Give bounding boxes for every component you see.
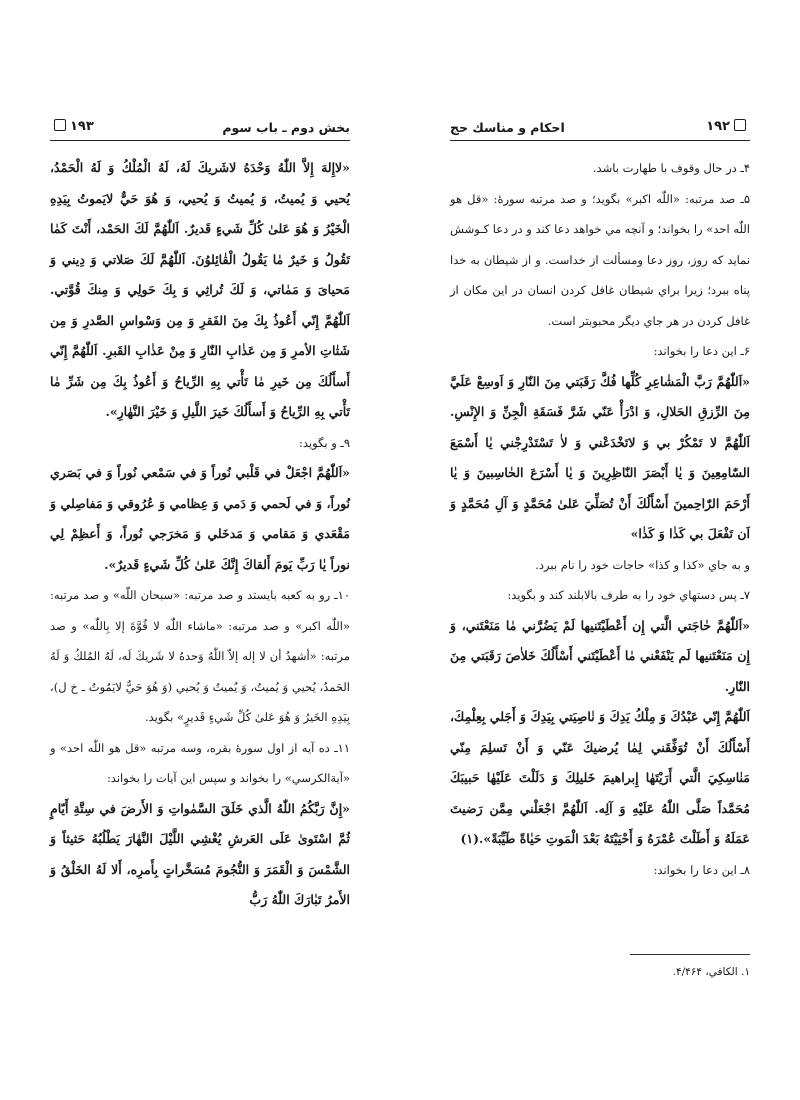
quran-verse-paragraph: «إِنَّ رَبَّكُمُ اللّٰهُ الَّذي خَلَقَ السَّمٰواتِ وَ الأَرضَ في سِتَّةِ أَيّامٍ ثُمَّ اسْتَوىٰ عَلَى العَرشِ يُغْشِي اللَّيْلَ النَّهٰارَ يَطْلُبُهُ حَثيثاً وَ الشَّمْسَ وَ الْقَمَرَ وَ النُّجُومَ مُسَخَّراتٍ بِأَمرِه، أَلا لَهُ الخَلْقُ وَ الأَمرُ تَبٰارَكَ اللّٰهُ رَبُّ [50, 800, 350, 907]
page-number: ۱۹۳ [70, 119, 94, 134]
prayer-text-paragraph: اَللّٰهُمَّ إِنّي عَبْدُكَ وَ مِلْكُ يَدِكَ وَ نٰاصِيَتي بِيَدِكَ وَ أَجَلي بِعِلْمِكَ، أَسْأَلُكَ أَنْ تُوَفِّقَني لِمٰا يُرضيكَ عَنّي وَ أَنْ تَسلِمَ مِنّي مَنٰاسِكِيَ الَّتي أَرَيْتَهٰا إِبراهيمَ خَليلِكَ وَ دَلَلْتَ عَلَيْهٰا حَبيبَكَ مُحَمَّداً صَلَّى اللّٰهُ عَلَيْهِ وَ آلِه. اَللّٰهُمَّ اجْعَلْني مِمَّن رَضيتَ عَمَلَهُ وَ أَطَلْتَ عُمْرَهُ وَ أَحْيَيْتَهُ بَعْدَ الْمَوتِ حَيٰاةً طَيِّبَةً».(۱) [450, 709, 750, 846]
instruction-paragraph: ۵ـ صد مرتبه: «اللّٰه اكبر» بگويد؛ و صد مرتبه سورهٔ: «قل هو اللّٰه احد» را بخواند؛ و آنچه مي خواهد دعا كند و در دعا كـوشش نمايد كه روز، روز دعا ومسألت از خداست. و از شيطان به خدا پناه ببرد؛ زيرا براي شيطان غافل كردن انسان در اين مكان از غافل كردن در هر جاي ديگر محبوبتر است. [450, 191, 750, 328]
page-number: ۱۹۲ [706, 119, 730, 134]
page-left [50, 118, 350, 1018]
page-number-group [706, 119, 750, 134]
footnote-divider [630, 954, 750, 955]
instruction-paragraph: و به جاي «كذا و كذا» حاجات خود را نام ببرد. [535, 557, 750, 572]
prayer-text-paragraph: «اَللّٰهُمَّ اجْعَلْ في قَلْبي نُوراً وَ في سَمْعي نُوراً وَ في بَصَري نُوراً، وَ في لَحمي وَ دَمي وَ عِظامي وَ عُرُوقي وَ مَفاصِلي وَ مَقْعَدي وَ مَقامي وَ مَدخَلي وَ مَخرَجي نُوراً، وَ أَعظِمْ لِي نوراً يٰا رَبِّ يَومَ أَلقاكَ إِنَّكَ عَلىٰ كُلِّ شَيءٍ قَديرٌ». [50, 465, 350, 572]
instruction-paragraph: ۱۰ـ رو به كعبه بايستد و صد مرتبه: «سبحان اللّٰه» و صد مرتبه: «اللّٰه اكبر» و صد مرتبه: «ماشاء اللّٰه لا قُوَّةَ إلا بِاللّٰه» و صد مرتبه: «أشهدُ أن لا إله إلاّ اللّٰهُ وَحدهُ لا شَريكَ لَه، لَهُ المُلكُ وَ لَهُ الحَمدُ، يُحيي وَ يُميتُ، وَ يُميتُ وَ يُحيي (وَ هُوَ حَيٌّ لايَمُوتُ ـ خ ل)، بِيَدِهِ الخَيرُ وَ هُوَ عَلىٰ كُلِّ شَيءٍ قَديرٍ» بگويد. [50, 588, 350, 724]
page-header [50, 118, 350, 141]
instruction-paragraph: ۷ـ پس دستهاي خود را به طرف بالابلند كند و بگويد: [507, 588, 750, 602]
instruction-paragraph: ۸ـ اين دعا را بخواند: [653, 862, 750, 877]
page-body [50, 153, 350, 916]
page-number-group [50, 119, 94, 134]
page-header-title: بخش دوم ـ باب سوم [222, 120, 350, 135]
prayer-text-paragraph: «اَللّٰهُمَّ رَبَّ الْمَشٰاعِرِ كُلِّها فُكَّ رَقَبَتي مِنَ النّٰارِ وَ اَوسِعْ عَلَيَّ مِنَ الرِّزقِ الحَلالِ، وَ ادْرَأْ عَنّي شَرَّ فَسَقَةِ الْجِنِّ وَ الإِنْسِ. اَللّٰهُمَّ لا تَمْكُرْ بي وَ لاتَخْدَعْني وَ لاٰ تَسْتَدْرِجْني يٰا أَسْمَعَ السّٰامِعِينَ وَ يٰا أَبْصَرَ النّٰاظِرِينَ وَ يٰا أَسْرَعَ الحٰاسِبينَ وَ يٰا أَرْحَمَ الرّٰاحِمينَ أَسْأَلُكَ أَنْ تُصَلِّيَ عَلىٰ مُحَمَّدٍ وَ آلِ مُحَمَّدٍ وَ اَن تَفْعَلَ بي كَذٰا وَ كَذٰا» [450, 373, 750, 541]
page-header [450, 118, 750, 141]
instruction-paragraph: ۴ـ در حال وقوف با طهارت باشد. [592, 161, 750, 175]
instruction-paragraph: ۱۱ـ ده آيه از اول سورهٔ بقره، وسه مرتبه «قل هو اللّٰه احد» و «آيةالكرسي» را بخواند و سپس اين آيات را بخواند: [50, 740, 350, 785]
square-icon [54, 119, 66, 131]
page-right [450, 118, 750, 1018]
page-body [450, 153, 750, 885]
instruction-paragraph: ۶ـ اين دعا را بخواند: [653, 344, 750, 358]
footnote: ۱. الكافي، ۴/۴۶۴. [672, 966, 750, 978]
prayer-text-paragraph: «اَللّٰهُمَّ حٰاجَتي الَّتي إِن أَعْطَيْتَنيها لَمْ يَضُرَّني مٰا مَنَعْتَني، وَ إِن مَنَعْتَنيها لَم يَنْفَعْني مٰا أَعْطَيْتَني أَسْأَلُكَ خَلاٰصَ رَقَبَتي مِنَ النّٰارِ. [450, 617, 750, 694]
prayer-text-paragraph: «لاإِلهَ إِلاَّ اللّٰهُ وَحْدَهُ لاشَريكَ لَهُ، لَهُ الْمُلْكُ وَ لَهُ الْحَمْدُ، يُحيي وَ يُميتُ، وَ يُميتُ وَ يُحيي، وَ هُوَ حَيٌّ لايَموتُ بِيَدِهِ الْخَيْرُ وَ هُوَ عَلىٰ كُلِّ شَيءٍ قَديرٌ. اَللّٰهُمَّ لَكَ الحَمْد، أَنْتَ كَمٰا تَقُولُ وَ خَيرٌ مٰا يَقُولُ الْقٰائِلوُنَ. اَللّٰهُمَّ لَكَ صَلاتي وَ دِيني وَ مَحياىَ وَ مَمٰاتي، وَ لَكَ تُراثِي وَ بِكَ حَولِي وَ مِنكَ قُوَّتي. اَللّٰهُمَّ إِنّي أَعُوذُ بِكَ مِنَ الفَقرِ وَ مِن وَسْواسِ الصَّدرِ وَ مِن شَتٰاتِ الأمرِ وَ مِن عَذٰابِ النّٰارِ وَ مِنْ عَذٰابِ القَبرِ. اَللّٰهُمَّ إِنّي أَسأَلُكَ مِن خَيرِ مٰا تَأْتي بِهِ الرِّياحُ وَ أَعُوذُ بِكَ مِن شَرِّ مٰا تَأْتي بِهِ الرِّياحُ وَ أَسأَلُكَ خَيرَ اللَّيلِ وَ خَيْرَ النَّهٰارِ». [50, 160, 350, 419]
instruction-paragraph: ۹ـ و بگويد: [298, 435, 350, 450]
page-header-title: احكام و مناسك حج [450, 120, 565, 135]
square-icon [734, 119, 746, 131]
